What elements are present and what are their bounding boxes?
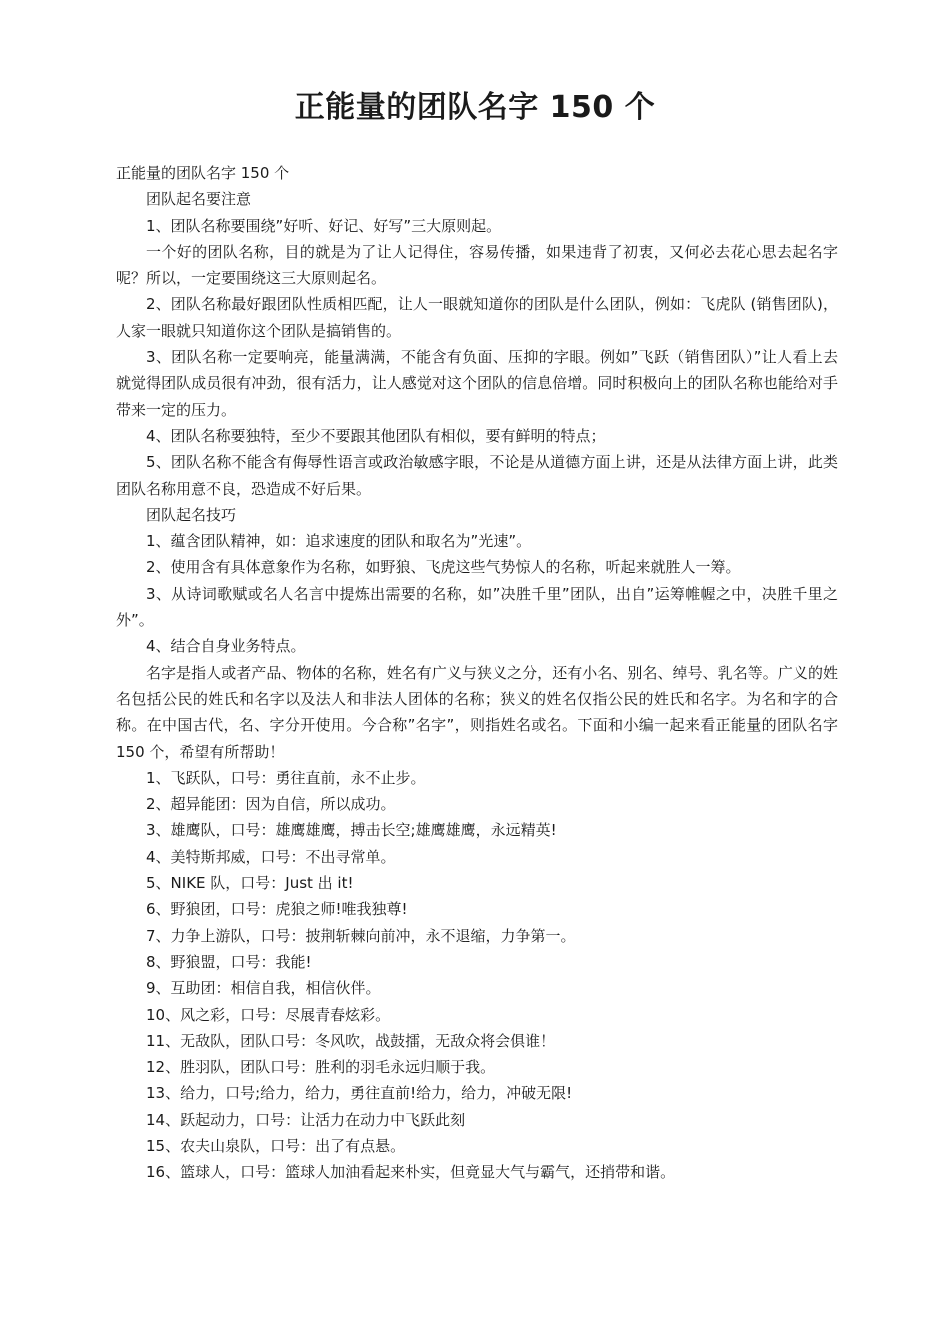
body-paragraph: 3、团队名称一定要响亮，能量满满，不能含有负面、压抑的字眼。例如”飞跃（销售团队）”让人看上去就觉得团队成员很有冲劲，很有活力，让人感觉对这个团队的信息倍增。同时积极向上的团队名称也能给对手带来一定的压力。 (116, 348, 838, 419)
body-paragraph: 9、互助团：相信自我，相信伙伴。 (146, 979, 381, 998)
body-paragraph: 6、野狼团，口号：虎狼之师!唯我独尊! (146, 900, 408, 919)
body-paragraph: 2、使用含有具体意象作为名称，如野狼、飞虎这些气势惊人的名称，听起来就胜人一筹。 (146, 558, 741, 577)
body-paragraph: 一个好的团队名称，目的就是为了让人记得住，容易传播，如果违背了初衷，又何必去花心思去起名字呢？所以，一定要围绕这三大原则起名。 (116, 242, 838, 288)
body-paragraph: 3、雄鹰队，口号：雄鹰雄鹰，搏击长空;雄鹰雄鹰，永远精英! (146, 821, 557, 840)
body-paragraph: 名字是指人或者产品、物体的名称，姓名有广义与狭义之分，还有小名、别名、绰号、乳名等。广义的姓名包括公民的姓氏和名字以及法人和非法人团体的名称；狭义的姓名仅指公民的姓氏和名字。为名和字的合称。在中国古代，名、字分开使用。今合称”名字”，则指姓名或名。下面和小编一起来看正能量的团队名字 150 个，希望有所帮助！ (116, 663, 838, 761)
body-paragraph: 1、蕴含团队精神，如：追求速度的团队和取名为”光速”。 (146, 532, 532, 551)
body-paragraph: 正能量的团队名字 150 个 (116, 164, 290, 182)
body-paragraph: 2、团队名称最好跟团队性质相匹配，让人一眼就知道你的团队是什么团队，例如：飞虎队 (销售团队)，人家一眼就只知道你这个团队是搞销售的。 (116, 295, 838, 340)
body-paragraph: 团队起名技巧 (146, 505, 237, 524)
body-paragraph: 12、胜羽队，团队口号：胜利的羽毛永远归顺于我。 (146, 1058, 496, 1077)
body-paragraph: 8、野狼盟，口号：我能! (146, 952, 312, 971)
body-paragraph: 4、结合自身业务特点。 (146, 637, 306, 656)
body-paragraph: 5、团队名称不能含有侮辱性语言或政治敏感字眼，不论是从道德方面上讲，还是从法律方面上讲，此类团队名称用意不良，恐造成不好后果。 (116, 453, 838, 498)
body-paragraph: 16、篮球人，口号：篮球人加油看起来朴实，但竟显大气与霸气，还捎带和谐。 (146, 1163, 676, 1182)
body-paragraph: 7、力争上游队，口号：披荆斩棘向前冲，永不退缩，力争第一。 (146, 926, 576, 945)
body-paragraph: 3、从诗词歌赋或名人名言中提炼出需要的名称，如”决胜千里”团队，出自”运筹帷幄之中，决胜千里之外”。 (116, 584, 838, 630)
body-paragraph: 10、风之彩，口号：尽展青春炫彩。 (146, 1005, 391, 1024)
body-paragraph: 15、农夫山泉队，口号：出了有点悬。 (146, 1136, 406, 1155)
document-title: 正能量的团队名字 150 个 (294, 90, 656, 125)
body-paragraph: 13、给力，口号;给力，给力，勇往直前!给力，给力，冲破无限! (146, 1084, 573, 1103)
body-paragraph: 1、团队名称要围绕”好听、好记、好写”三大原则起。 (146, 216, 502, 235)
body-paragraph: 14、跃起动力，口号：让活力在动力中飞跃此刻 (146, 1110, 466, 1129)
body-paragraph: 团队起名要注意 (146, 190, 252, 209)
body-paragraph: 1、飞跃队，口号：勇往直前，永不止步。 (146, 768, 426, 787)
body-paragraph: 2、超异能团：因为自信，所以成功。 (146, 795, 396, 814)
document-body (116, 160, 838, 1186)
body-paragraph: 4、美特斯邦威，口号：不出寻常单。 (146, 847, 396, 866)
body-paragraph: 5、NIKE 队，口号：Just 出 it! (146, 874, 354, 893)
body-paragraph: 4、团队名称要独特，至少不要跟其他团队有相似，要有鲜明的特点； (146, 426, 606, 445)
body-paragraph: 11、无敌队，团队口号：冬风吹，战鼓擂，无敌众将会俱谁！ (146, 1031, 556, 1050)
